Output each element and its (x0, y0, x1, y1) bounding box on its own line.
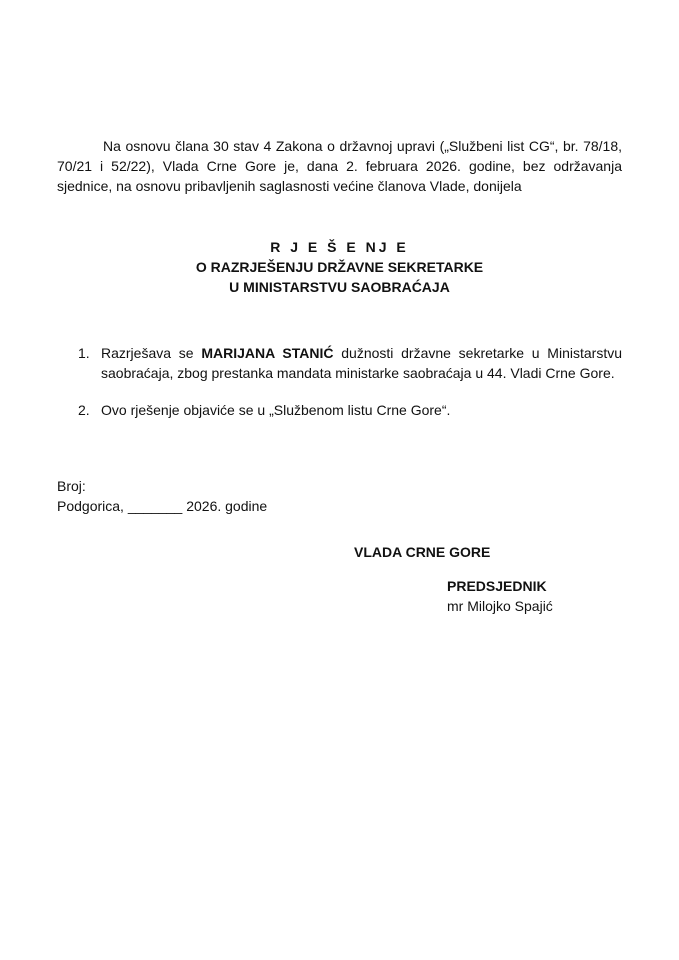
preamble-paragraph: Na osnovu člana 30 stav 4 Zakona o državnoj upravi („Službeni list CG“, br. 78/18, 70/21 i 52/22), Vlada Crne Gore je, dana 2. februara 2026. godine, bez održavanja sjednice, na osnovu pribavljenih saglasnosti većine članova Vlade, donijela (57, 138, 622, 194)
item-number: 2. (78, 402, 90, 418)
title-line-2: O RAZRJEŠENJU DRŽAVNE SEKRETARKE (195, 259, 484, 275)
place-date: Podgorica, _______ 2026. godine (57, 498, 268, 514)
decision-items (0, 343, 679, 437)
government-name: VLADA CRNE GORE (354, 544, 491, 560)
decision-title (0, 237, 679, 297)
title-main: R J E Š E NJ E (270, 239, 409, 255)
signatory-name: mr Milojko Spajić (447, 598, 553, 614)
person-name: MARIJANA STANIĆ (201, 345, 334, 361)
decision-item (0, 343, 679, 383)
item-number: 1. (78, 345, 90, 361)
item-text-before: Razrješava se (101, 345, 202, 361)
reference-number: Broj: (57, 478, 86, 494)
title-line-3: U MINISTARSTVU SAOBRAĆAJA (229, 279, 450, 295)
decision-item (0, 400, 679, 420)
item-text (101, 343, 622, 383)
item-text-before: Ovo rješenje objaviće se u „Službenom listu Crne Gore“. (101, 402, 451, 418)
signatory-role: PREDSJEDNIK (447, 578, 547, 594)
document-footer (57, 476, 267, 516)
item-text (101, 400, 622, 420)
item-text-after: dužnosti državne sekretarke u Ministarstvu saobraćaja, zbog prestanka mandata ministarke saobraćaja u 44. Vladi Crne Gore. (101, 345, 622, 381)
signature-block (447, 576, 553, 616)
